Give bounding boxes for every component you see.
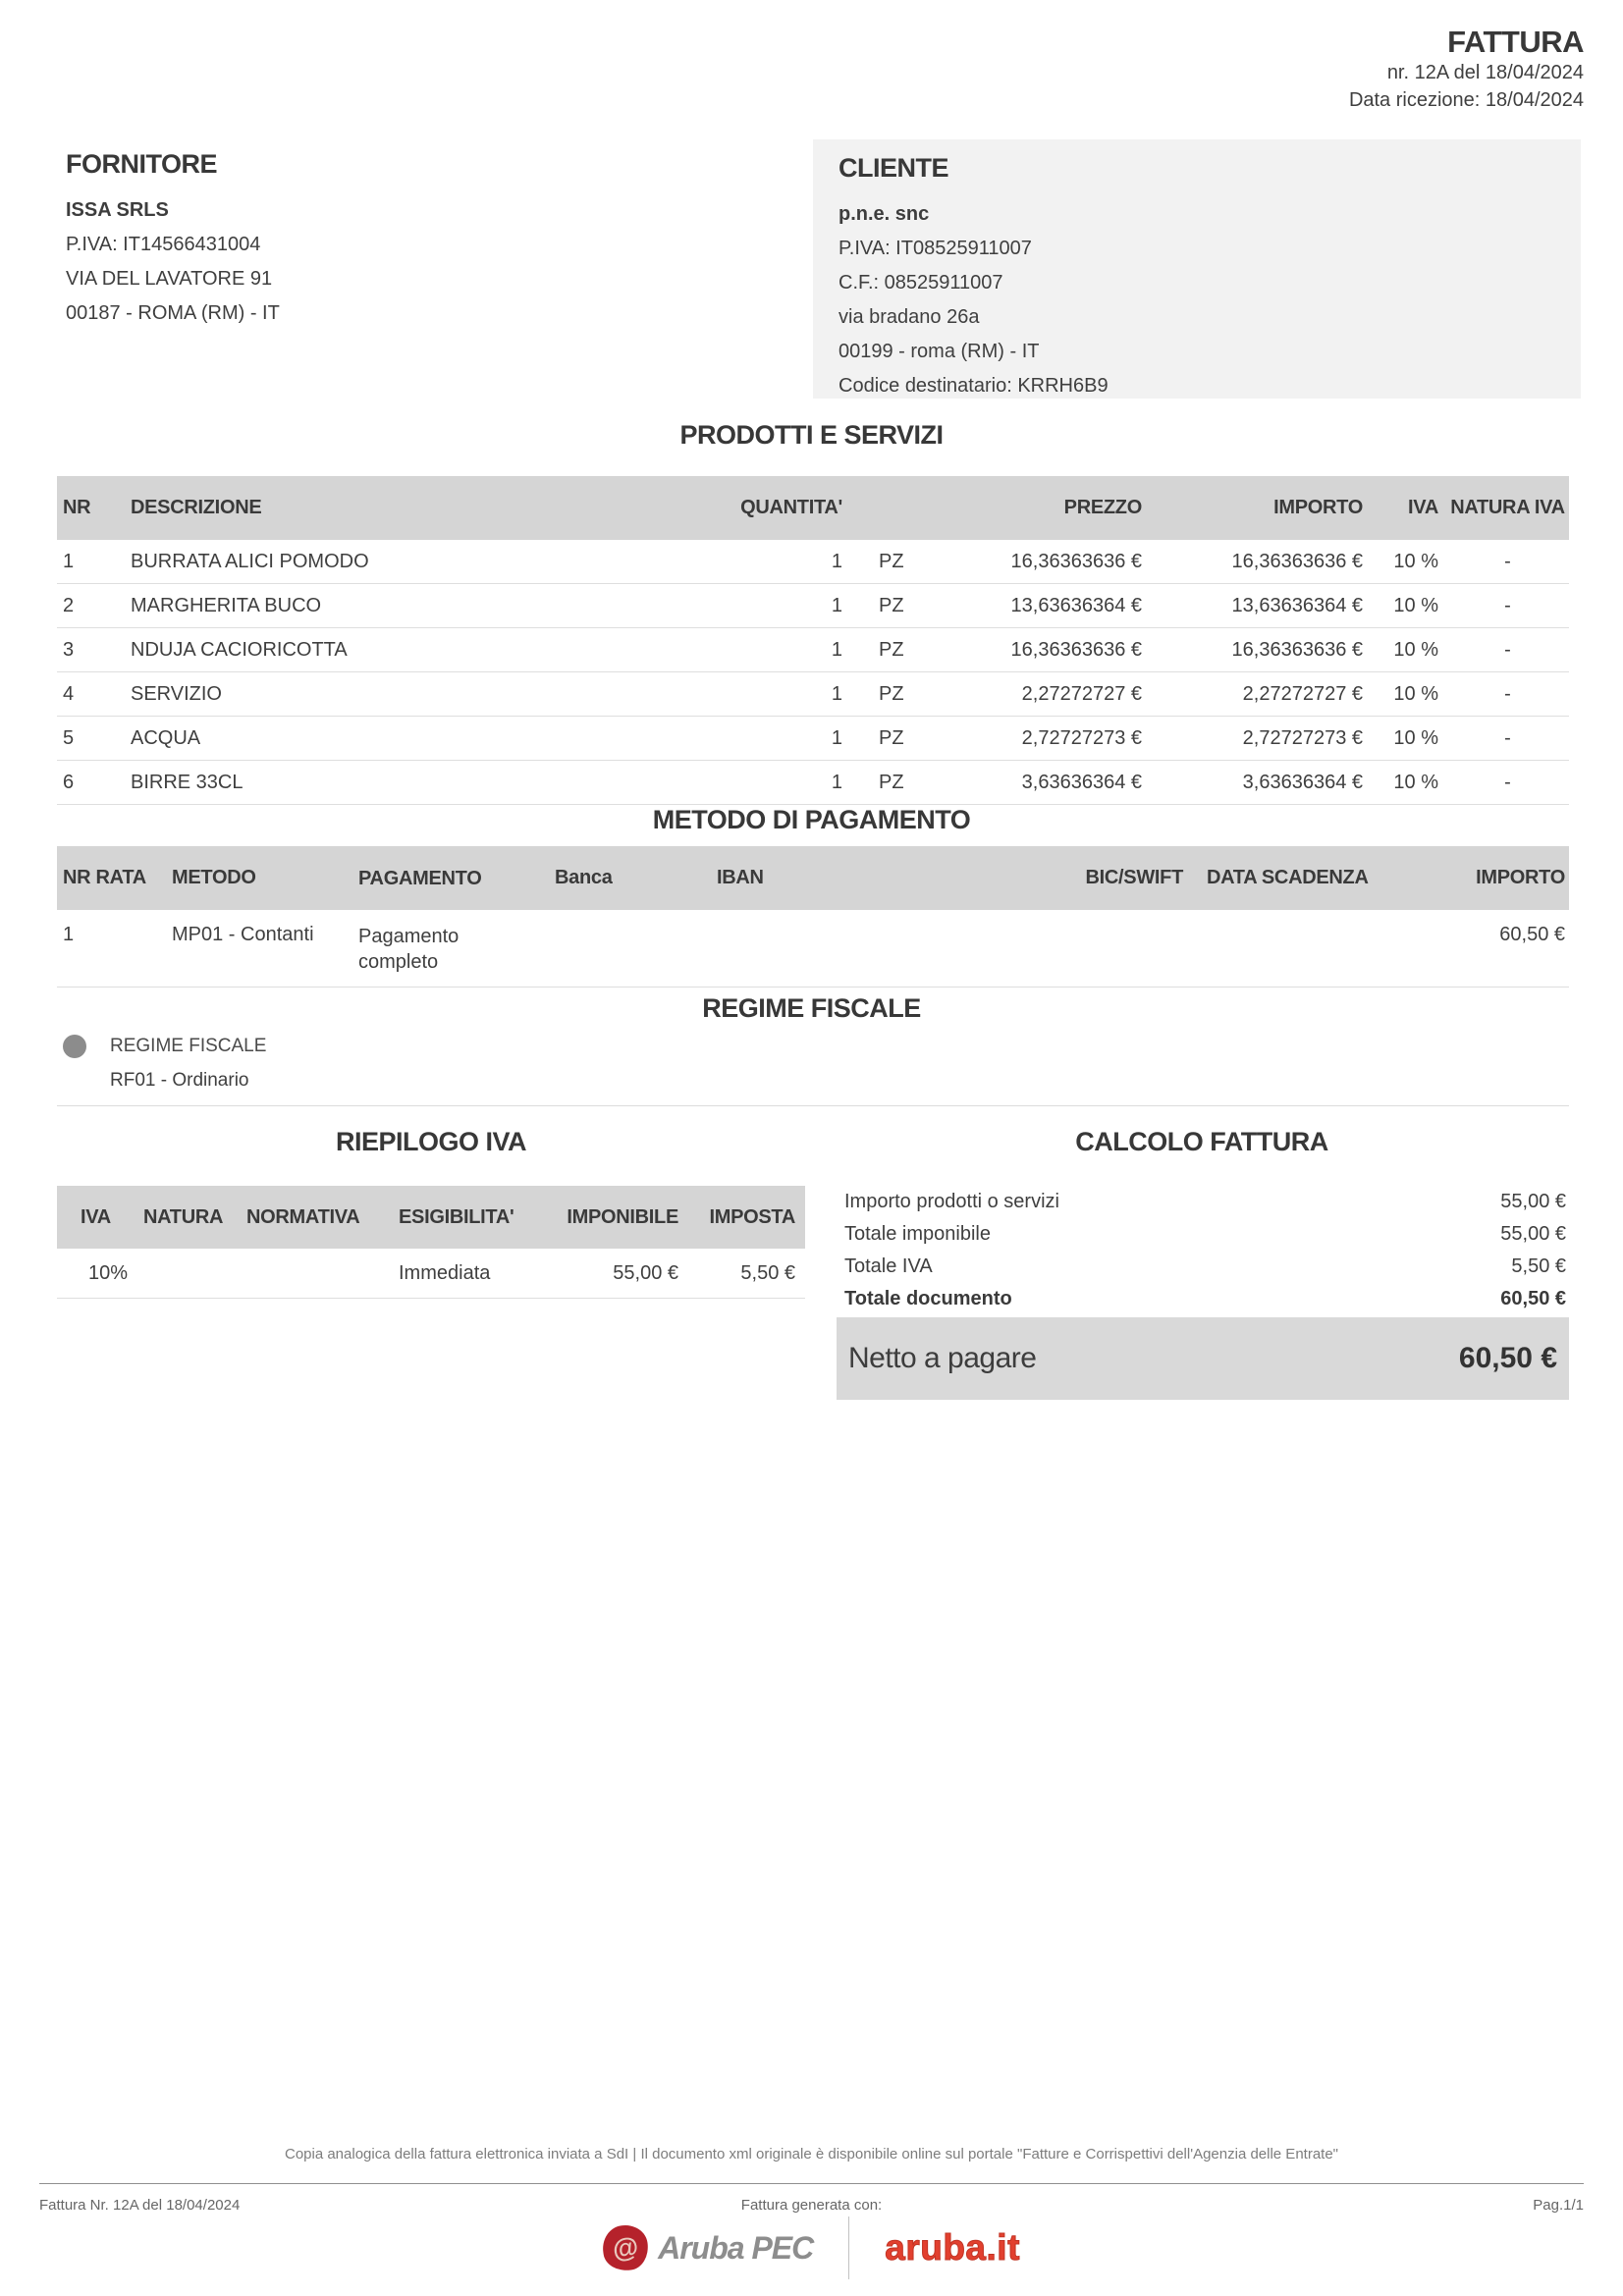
- payment-table: [57, 846, 1569, 988]
- calc-value: 60,50 €: [1500, 1288, 1566, 1309]
- calc-label: Importo prodotti o servizi: [844, 1191, 1059, 1212]
- cell-unita: PZ: [879, 771, 904, 793]
- calc-section-title: CALCOLO FATTURA: [1075, 1127, 1328, 1156]
- cell-prezzo: 13,63636364 €: [1010, 594, 1142, 616]
- cell-prezzo: 2,72727273 €: [1021, 726, 1142, 749]
- cell-esigibilita: Immediata: [399, 1261, 491, 1284]
- cell-descrizione: MARGHERITA BUCO: [131, 594, 322, 616]
- cell-iva: 10%: [88, 1261, 129, 1284]
- cell-nr-rata: 1: [63, 924, 75, 945]
- calc-label: Totale documento: [844, 1288, 1012, 1309]
- col-header-iban: IBAN: [717, 867, 764, 888]
- cell-iva: 10 %: [1393, 594, 1438, 616]
- regime-section-title: REGIME FISCALE: [702, 993, 921, 1023]
- col-header-pagamento: PAGAMENTO: [358, 867, 482, 889]
- supplier-vat: P.IVA: IT14566431004: [66, 234, 261, 255]
- calc-row-total: [844, 1283, 1566, 1315]
- cell-descrizione: SERVIZIO: [131, 682, 222, 705]
- calc-value: 55,00 €: [1500, 1223, 1566, 1245]
- cell-descrizione: BURRATA ALICI POMODO: [131, 550, 369, 572]
- customer-heading: CLIENTE: [839, 153, 949, 183]
- cell-pagamento: Pagamento completo: [358, 926, 460, 973]
- col-header-data-scadenza: DATA SCADENZA: [1207, 867, 1369, 888]
- cell-quantita: 1: [831, 594, 842, 616]
- table-row: [57, 584, 1569, 628]
- cell-iva: 10 %: [1393, 638, 1438, 661]
- cell-importo: 3,63636364 €: [1242, 771, 1363, 793]
- col-header-natura-iva: NATURA IVA: [1450, 497, 1565, 518]
- vat-summary-table: [57, 1186, 805, 1299]
- footer-disclaimer: Copia analogica della fattura elettronica inviata a SdI | Il documento xml originale è disponibile online sul portale "Fatture e Corrispettivi dell'Agenzia delle Entrate": [284, 2146, 1338, 2163]
- calc-label: Totale IVA: [844, 1255, 933, 1277]
- table-row: [57, 761, 1569, 805]
- regime-label: REGIME FISCALE: [110, 1036, 267, 1056]
- calc-value: 5,50 €: [1511, 1255, 1566, 1277]
- cell-unita: PZ: [879, 682, 904, 705]
- cell-descrizione: BIRRE 33CL: [131, 771, 243, 793]
- table-row: [57, 540, 1569, 584]
- payment-row: [57, 910, 1569, 988]
- footer-page-number: Pag.1/1: [1533, 2197, 1584, 2214]
- cell-unita: PZ: [879, 594, 904, 616]
- customer-city: 00199 - roma (RM) - IT: [839, 341, 1040, 362]
- cell-natura: -: [1504, 682, 1511, 705]
- supplier-section: [66, 149, 733, 331]
- cell-natura: -: [1504, 771, 1511, 793]
- cell-imponibile: 55,00 €: [613, 1261, 678, 1284]
- customer-destination-code: Codice destinatario: KRRH6B9: [839, 375, 1109, 397]
- cell-importo: 2,27272727 €: [1242, 682, 1363, 705]
- products-table: [57, 476, 1569, 805]
- cell-importo: 16,36363636 €: [1231, 638, 1363, 661]
- supplier-address: VIA DEL LAVATORE 91: [66, 268, 273, 290]
- cell-prezzo: 16,36363636 €: [1010, 638, 1142, 661]
- calc-row: [844, 1218, 1566, 1251]
- aruba-pec-logo: [603, 2225, 813, 2270]
- cell-nr: 2: [63, 594, 75, 616]
- col-header-importo: IMPORTO: [1476, 867, 1565, 888]
- regime-row: [63, 1035, 266, 1058]
- customer-name: p.n.e. snc: [839, 203, 930, 225]
- footer-generated-with: Fattura generata con:: [740, 2197, 883, 2214]
- document-header: [1349, 26, 1584, 114]
- document-title: FATTURA: [1447, 25, 1584, 59]
- aruba-pec-seal-icon: @: [600, 2222, 651, 2273]
- cell-descrizione: ACQUA: [131, 726, 201, 749]
- vat-summary-row: [57, 1249, 805, 1299]
- invoice-number-line: nr. 12A del 18/04/2024: [1386, 62, 1584, 83]
- payment-section-title: METODO DI PAGAMENTO: [652, 805, 971, 834]
- cell-metodo: MP01 - Contanti: [172, 924, 314, 945]
- calc-row: [844, 1251, 1566, 1283]
- col-header-iva: IVA: [1408, 497, 1438, 518]
- col-header-nr: NR: [63, 497, 91, 518]
- col-header-prezzo: PREZZO: [1063, 497, 1142, 518]
- col-header-imponibile: IMPONIBILE: [567, 1205, 678, 1228]
- supplier-name: ISSA SRLS: [66, 199, 169, 221]
- net-to-pay-label: Netto a pagare: [848, 1342, 1037, 1374]
- footer-logos: [0, 2216, 1623, 2279]
- cell-iva: 10 %: [1393, 550, 1438, 572]
- cell-nr: 1: [63, 550, 75, 572]
- cell-nr: 6: [63, 771, 75, 793]
- cell-importo: 60,50 €: [1499, 924, 1565, 945]
- bullet-dot-icon: [63, 1035, 86, 1058]
- cell-natura: -: [1504, 594, 1511, 616]
- cell-quantita: 1: [831, 771, 842, 793]
- cell-quantita: 1: [831, 682, 842, 705]
- cell-importo: 2,72727273 €: [1242, 726, 1363, 749]
- cell-prezzo: 16,36363636 €: [1010, 550, 1142, 572]
- net-to-pay-box: [837, 1317, 1569, 1400]
- cell-nr: 4: [63, 682, 75, 705]
- table-row: [57, 717, 1569, 761]
- vat-summary-header: [57, 1186, 805, 1249]
- supplier-heading: FORNITORE: [66, 149, 218, 179]
- cell-prezzo: 2,27272727 €: [1021, 682, 1142, 705]
- aruba-it-logo-text: aruba.it: [885, 2227, 1020, 2268]
- calc-label: Totale imponibile: [844, 1223, 991, 1245]
- customer-vat: P.IVA: IT08525911007: [839, 238, 1032, 259]
- payment-table-header: [57, 846, 1569, 910]
- col-header-natura: NATURA: [143, 1205, 224, 1228]
- col-header-nr-rata: NR RATA: [63, 867, 146, 888]
- col-header-normativa: NORMATIVA: [246, 1205, 360, 1228]
- calc-row: [844, 1186, 1566, 1218]
- col-header-descrizione: DESCRIZIONE: [131, 497, 262, 518]
- cell-imposta: 5,50 €: [740, 1261, 795, 1284]
- cell-unita: PZ: [879, 638, 904, 661]
- cell-natura: -: [1504, 550, 1511, 572]
- calc-value: 55,00 €: [1500, 1191, 1566, 1212]
- customer-section: [813, 139, 1581, 399]
- cell-quantita: 1: [831, 638, 842, 661]
- reception-date-line: Data ricezione: 18/04/2024: [1348, 89, 1584, 111]
- section-divider: [57, 1105, 1569, 1106]
- vat-summary-title: RIEPILOGO IVA: [335, 1127, 527, 1156]
- cell-natura: -: [1504, 726, 1511, 749]
- col-header-bic-swift: BIC/SWIFT: [1085, 867, 1183, 888]
- cell-prezzo: 3,63636364 €: [1021, 771, 1142, 793]
- footer-divider: [39, 2183, 1584, 2184]
- cell-descrizione: NDUJA CACIORICOTTA: [131, 638, 348, 661]
- footer-invoice-ref: Fattura Nr. 12A del 18/04/2024: [39, 2197, 241, 2214]
- col-header-esigibilita: ESIGIBILITA': [399, 1205, 514, 1228]
- cell-nr: 3: [63, 638, 75, 661]
- cell-iva: 10 %: [1393, 726, 1438, 749]
- cell-natura: -: [1504, 638, 1511, 661]
- cell-quantita: 1: [831, 550, 842, 572]
- customer-address: via bradano 26a: [839, 306, 980, 328]
- table-row: [57, 672, 1569, 717]
- supplier-city: 00187 - ROMA (RM) - IT: [66, 302, 280, 324]
- col-header-quantita: QUANTITA': [740, 497, 842, 518]
- aruba-pec-logo-text: Aruba PEC: [658, 2229, 814, 2266]
- table-row: [57, 628, 1569, 672]
- products-table-header: [57, 476, 1569, 540]
- col-header-metodo: METODO: [172, 867, 256, 888]
- net-to-pay-value: 60,50 €: [1458, 1342, 1557, 1374]
- calc-rows: [844, 1186, 1566, 1315]
- regime-value: RF01 - Ordinario: [110, 1070, 249, 1091]
- logo-divider: [848, 2216, 849, 2279]
- cell-importo: 13,63636364 €: [1231, 594, 1363, 616]
- cell-nr: 5: [63, 726, 75, 749]
- cell-unita: PZ: [879, 550, 904, 572]
- cell-importo: 16,36363636 €: [1231, 550, 1363, 572]
- cell-unita: PZ: [879, 726, 904, 749]
- cell-iva: 10 %: [1393, 682, 1438, 705]
- cell-quantita: 1: [831, 726, 842, 749]
- col-header-imposta: IMPOSTA: [709, 1205, 795, 1228]
- products-section-title: PRODOTTI E SERVIZI: [679, 420, 944, 450]
- col-header-banca: Banca: [555, 867, 613, 888]
- col-header-importo: IMPORTO: [1273, 497, 1363, 518]
- col-header-iva: IVA: [81, 1205, 111, 1228]
- cell-iva: 10 %: [1393, 771, 1438, 793]
- customer-fiscal-code: C.F.: 08525911007: [839, 272, 1003, 294]
